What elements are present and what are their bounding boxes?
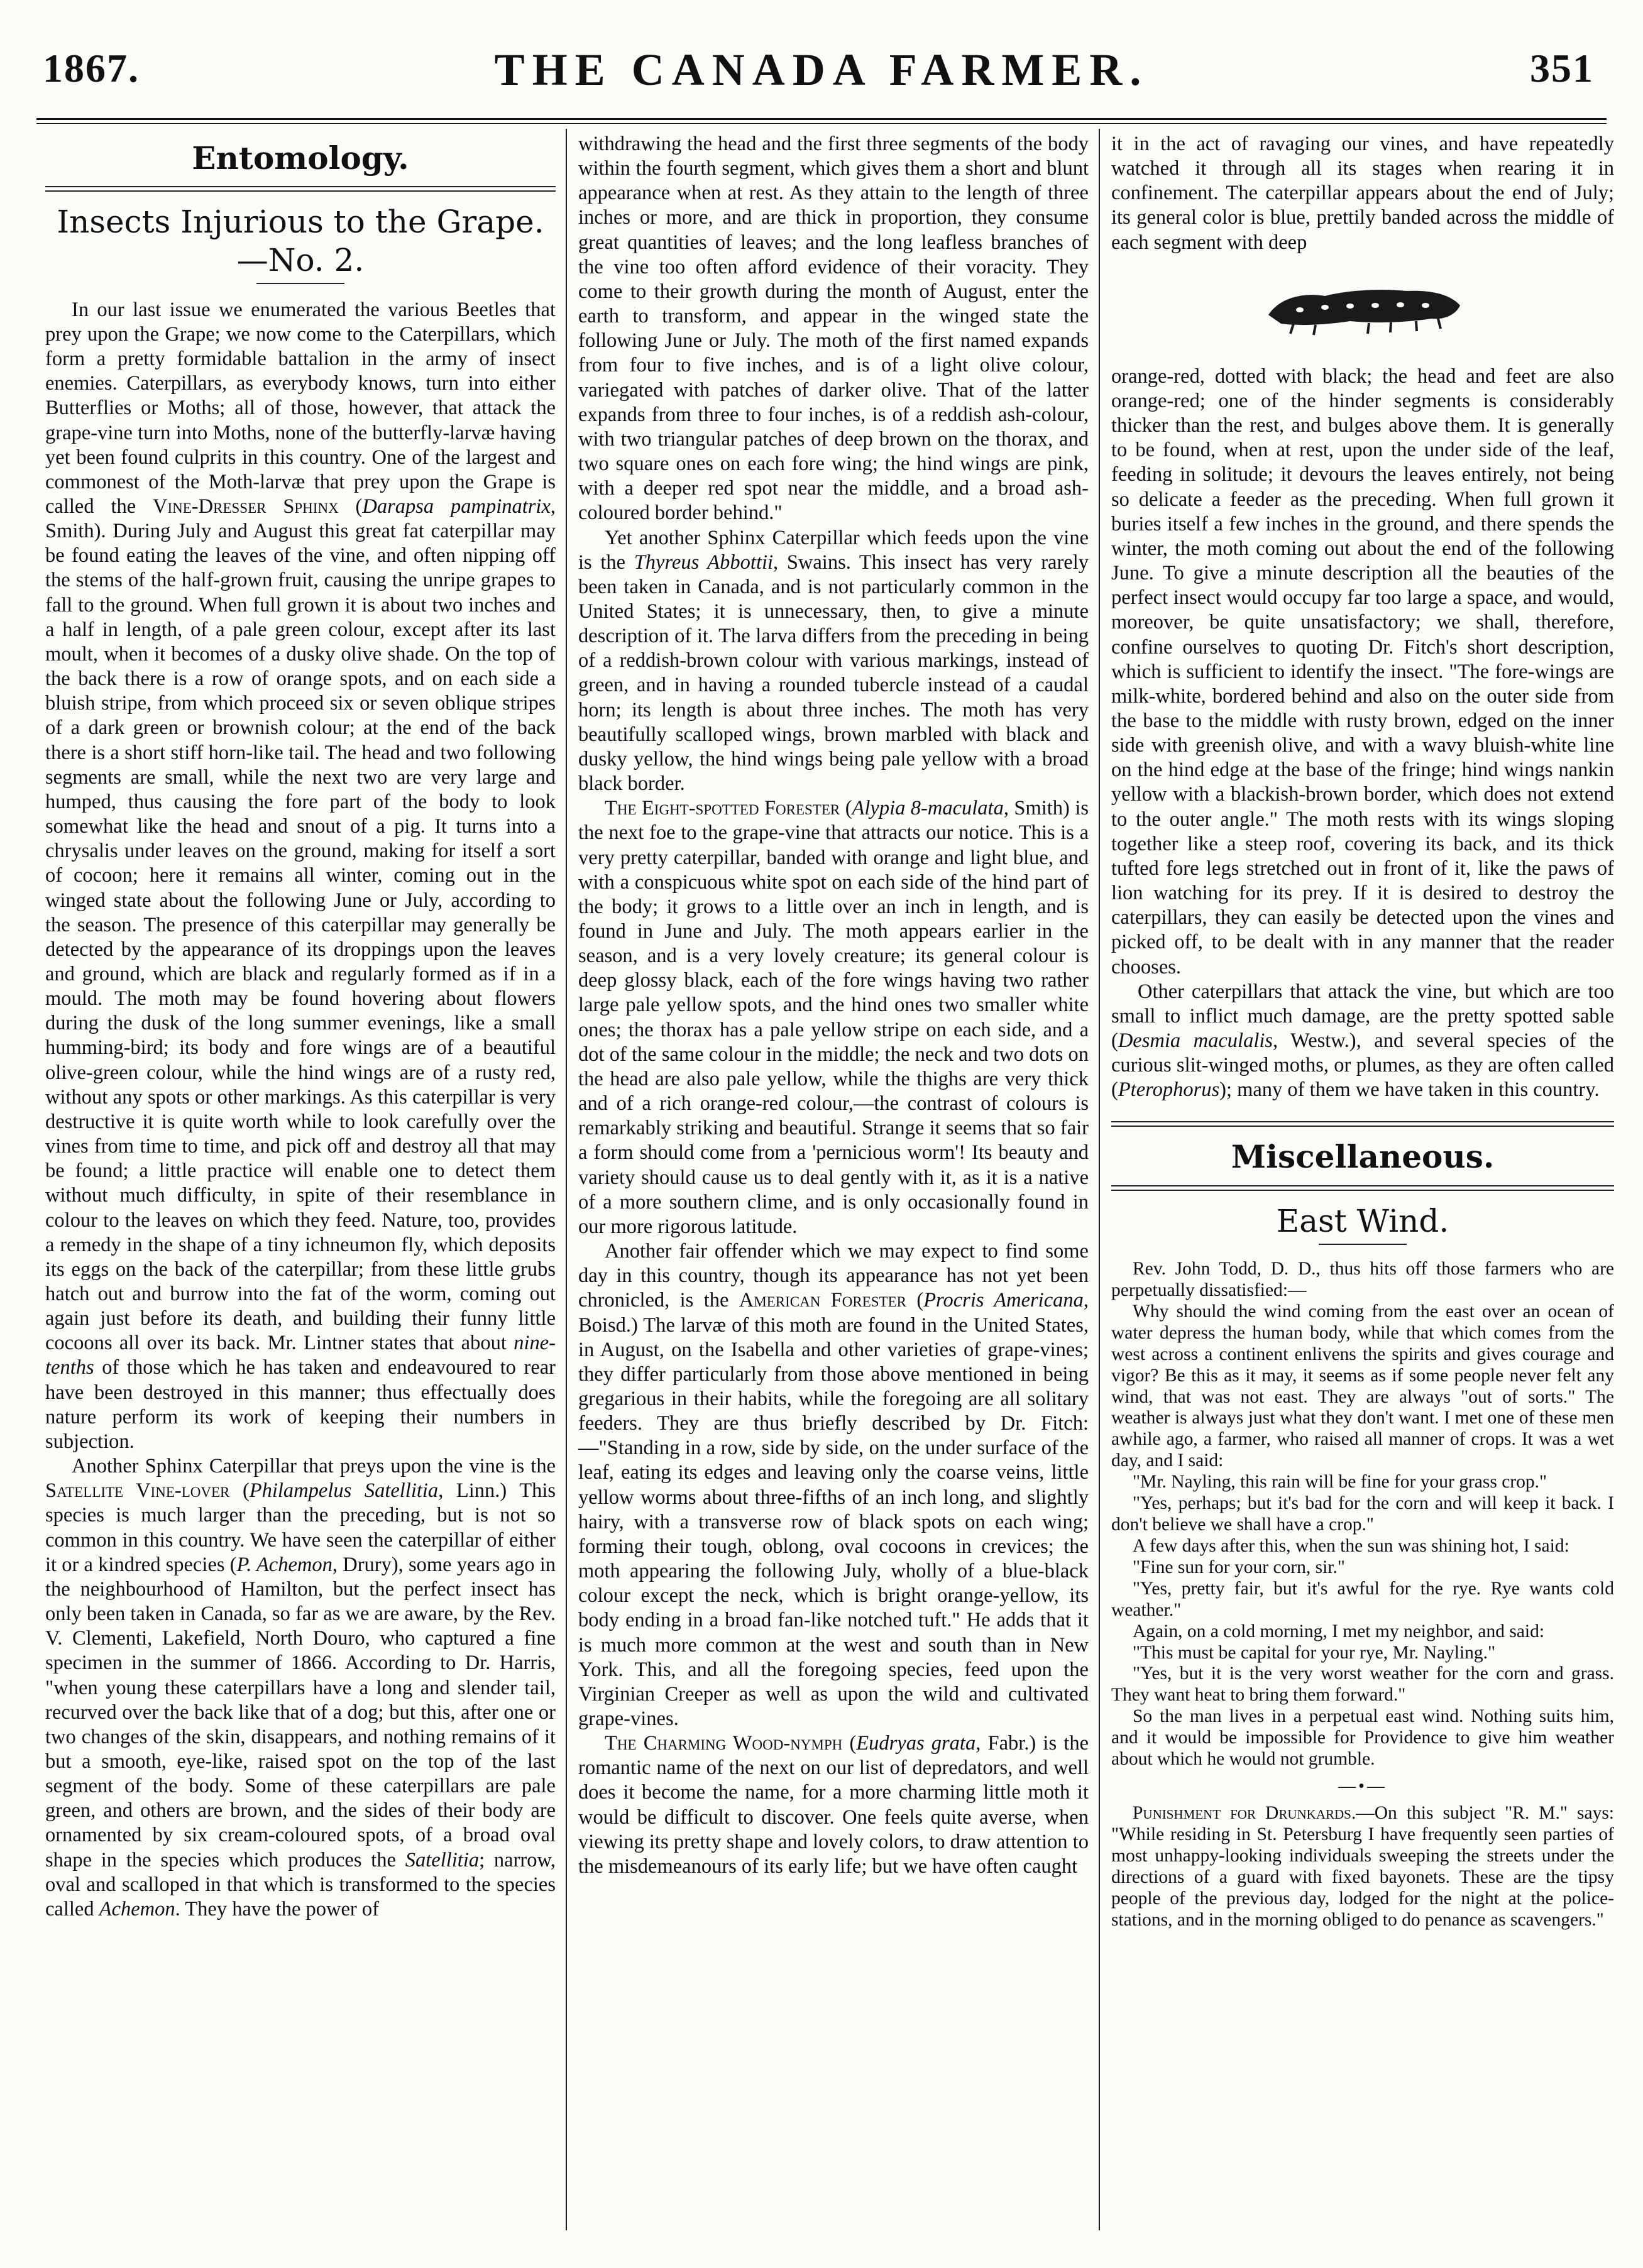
article-title-east-wind: East Wind. [1276,1202,1449,1239]
header-year: 1867. [43,46,140,90]
paragraph: "Yes, but it is the very worst weather for the corn and grass. They want heat to bring them forward." [1111,1663,1614,1706]
page-header [36,39,1607,114]
paragraph: Punishment for Drunkards.—On this subject "R. M." says: "While residing in St. Petersburg I have frequently seen parties of most unhappy-looking individuals sweeping the streets under the directions of a guard with fixed bayonets. These are the tipsy people of the previous day, lodged for the night at the police-stations, and in the morning obliged to do penance as scavengers." [1111,1803,1614,1930]
paragraph: So the man lives in a perpetual east wind. Nothing suits him, and it would be impossible for Providence to give him weather about which he would not grumble. [1111,1706,1614,1770]
ornament-divider: —•— [1338,1777,1387,1797]
paragraph: Another Sphinx Caterpillar that preys upon the vine is the Satellite Vine-lover (Philampelus Satellitia, Linn.) This species is much larger than the preceding, but is not so common in this country. We have seen the caterpillar of either it or a kindred species (P. Achemon, Drury), some years ago in the neighbourhood of Hamilton, but the perfect insect has only been taken in Canada, so far as we are aware, by the Rev. V. Clementi, Lakefield, North Douro, who captured a fine specimen in the summer of 1866. According to Dr. Harris, "when young these caterpillars have a long and slender tail, recurved over the back like that of a dog; but this, after one or two changes of the skin, disappears, and nothing remains of it but a smooth, eye-like, raised spot on the top of the last segment of the body. Some of these caterpillars are pale green, and others are brown, and the sides of their body are ornamented by six cream-coloured spots, of a broad oval shape in the species which produces the Satellitia; narrow, oval and scalloped in that which is transformed to the species called Achemon. They have the power of [45,1455,556,1920]
section-rule [1111,1121,1614,1127]
paragraph: "Mr. Nayling, this rain will be fine for your grass crop." [1133,1472,1547,1493]
column-divider-1 [566,129,567,2230]
header-rule [36,118,1607,120]
column-divider-2 [1099,129,1100,2230]
paragraph: Why should the wind coming from the east over an ocean of water depress the human body, while that which comes from the west across a continent enlivens the spirits and gives courage and vigor? Be this as it may, it seems as if some people never felt any wind, that was not east. They are always "out of sorts." The weather is always just what they don't want. I met one of these men awhile ago, a farmer, who raised all manner of crops. It was a wet day, and I said: [1111,1301,1614,1471]
paragraph: In our last issue we enumerated the various Beetles that prey upon the Grape; we now come to the Caterpillars, which form a pretty formidable battalion in the army of insect enemies. Caterpillars, as everybody knows, turn into either Butterflies or Moths; all of those, however, that attack the grape-vine turn into Moths, none of the butterfly-larvæ having yet been found culprits in this country. One of the largest and commonest of the Moth-larvæ that prey upon the Grape is called the Vine-Dresser Sphinx (Darapsa pampinatrix, Smith). During July and August this great fat caterpillar may be found eating the leaves of the vine, and often nipping off the stems of the half-grown fruit, causing the unripe grapes to fall to the ground. When full grown it is about two inches and a half in length, of a pale green colour, except after its last moult, when it becomes of a dusky olive shade. On the top of the back there is a row of orange spots, and on each side a bluish stripe, from which proceed six or seven oblique stripes of a dark green or brownish colour; at the end of the back there is a short stiff horn-like tail. The head and two following segments are small, while the next two are very large and humped, thus causing the fore part of the body to look somewhat like the head and snout of a pig. It turns into a chrysalis under leaves on the ground, making for itself a sort of cocoon; here it remains all winter, coming out in the winged state about the following June or July, according to the season. The presence of this caterpillar may generally be detected by the appearance of its droppings upon the leaves and ground, which are black and regularly formed as if in a mould. The moth may be found hovering about flowers during the dusk of the long summer evenings, like a small humming-bird; its body and fore wings are of a beautiful olive-green colour, while the hind wings are of a rusty red, without any spots or other markings. As this caterpillar is very destructive it is quite worth while to look carefully over the vines from time to time, and pick off and destroy all that may be found; a little practice will enable one to detect them without much difficulty, in spite of their resemblance in colour to the leaves on which they feed. Nature, too, provides a remedy in the shape of a tiny ichneumon fly, which deposits its eggs on the back of the caterpillar; from these little grubs hatch out and burrow into the fat of the worm, coming out again just before its death, and building their funny little cocoons all over its back. Mr. Lintner states that about nine-tenths of those which he has taken and endeavoured to rear have been destroyed in this manner; thus effectually does nature perform its work of keeping their numbers in subjection. [45,298,556,1453]
paragraph: Another fair offender which we may expect to find some day in this country, though its appearance has not yet been chronicled, is the American Forester (Procris Americana, Boisd.) The larvæ of this moth are found in the United States, in August, on the Isabella and other varieties of grape-vines; they differ particularly from those above mentioned in being gregarious in their habits, while the foregoing are all solitary feeders. They are thus briefly described by Dr. Fitch:—"Standing in a row, side by side, on the under surface of the leaf, eating its edges and leaving only the coarse veins, little yellow worms about three-fifths of an inch long, and slightly hairy, with a transverse row of black spots on each wing; forming their tough, oblong, oval cocoons in crevices; the moth appearing the following July, wholly of a blue-black colour except the neck, which is bright orange-yellow, its body ending in a broad fan-like notched tuft." He adds that it is much more common at the west and south than in New York. This, and all the foregoing species, feed upon the Virginian Creeper as well as upon the wild and cultivated grape-vines. [578,1240,1089,1730]
page-number: 351 [1530,46,1594,90]
paragraph: Yet another Sphinx Caterpillar which feeds upon the vine is the Thyreus Abbottii, Swains. This insect has very rarely been taken in Canada, and is not particularly common in the United States; it is unnecessary, then, to give a minute description of it. The larva differs from the preceding in being of a reddish-brown colour with various markings, instead of green, and in having a rounded tubercle instead of a caudal horn; its length is about three inches. The moth has very beautifully scalloped wings, brown marbled with black and dusky yellow, the hind wings being pale yellow with a broad black border. [578,526,1089,796]
section-rule [1111,1185,1614,1191]
paragraph: withdrawing the head and the first three segments of the body within the fourth segment, which gives them a short and blunt appearance when at rest. As they attain to the length of three inches or more, and are thick in proportion, they consume great quantities of leaves; and the long leafless branches of the vine too often afford evidence of their voracity. They come to their growth during the month of August, enter the earth to transform, and appear in the winged state the following June or July. The moth of the first named expands from four to five inches, and is of a light olive colour, variegated with patches of darker olive. That of the latter expands from three to four inches, is of a reddish ash-colour, with two triangular patches of deep brown on the thorax, and two square ones on each fore wing; the hind wings are pink, with a deeper red spot near the middle, and a broad ash-coloured border behind." [578,133,1089,525]
article-title-grape-insects: Insects Injurious to the Grape.—No. 2. [57,204,544,278]
section-heading-miscellaneous: Miscellaneous. [1231,1138,1495,1176]
column-2 [578,132,1089,1879]
section-rule [45,186,556,192]
header-rule-thin [36,123,1607,124]
paragraph: A few days after this, when the sun was shining hot, I said: [1133,1535,1569,1556]
masthead-title: THE CANADA FARMER. [494,45,1149,95]
title-rule [256,283,344,284]
section-heading-entomology: Entomology. [192,140,409,177]
column-1 [45,132,556,1922]
caterpillar-illustration [1111,261,1614,356]
paragraph: orange-red, dotted with black; the head and feet are also orange-red; one of the hinder segments is considerably thicker than the rest, and bulges above them. It is generally to be found, when at rest, upon the under side of the leaf, feeding in solitude; it devours the leaves entirely, not being so delicate a feeder as the preceding. When full grown it buries itself a few inches in the ground, and there spends the winter, the moth coming out about the end of the following June. To give a minute description all the beauties of the perfect insect would occupy far too large a space, and would, moreover, be quite unsatisfactory; we shall, therefore, confine ourselves to quoting Dr. Fitch's short description, which is sufficient to identify the insect. "The fore-wings are milk-white, bordered behind and also on the outer side from the base to the middle with rusty brown, edged on the inner side with greenish olive, and with a wavy bluish-white line on the hind edge at the base of the fringe; hind wings nankin yellow with a blackish-brown border, which does not extend to the outer angle." The moth rests with its wings sloping together like a steep roof, covering its back, and its thick tufted fore legs stretched out in front of it, like the paws of lion watching for its prey. If it is desired to destroy the caterpillars, they can easily be detected upon the vines and picked off, to be dealt with in any manner that the reader chooses. [1111,364,1614,978]
column-3 [1111,132,1614,1931]
title-rule [1319,1244,1407,1245]
paragraph: Again, on a cold morning, I met my neighbor, and said: [1133,1621,1545,1641]
paragraph: The Eight-spotted Forester (Alypia 8-maculata, Smith) is the next foe to the grape-vine that attracts our notice. This is a very pretty caterpillar, banded with orange and light blue, and with a conspicuous white spot on each side of the hind part of the body; it grows to a little over an inch in length, and is found in June and July. The moth appears earlier in the season, and is a very lovely creature; its general colour is deep glossy black, each of the fore wings having two rather large pale yellow spots, and the hind ones two smaller white ones; the thorax has a pale yellow stripe on each side, and a dot of the same colour in the middle; the neck and two dots on the head are also pale yellow, while the thighs are very thick and of a rich orange-red colour,—the contrast of colours is remarkably striking and beautiful. Strange it seems that so fair a form should come from a 'pernicious worm'! Its beauty and variety should cause us to deal gently with it, as it is a native of a more southern clime, and is only occasionally found in our more rigorous latitude. [578,797,1089,1238]
paragraph: Rev. John Todd, D. D., thus hits off those farmers who are perpetually dissatisfied:— [1111,1258,1614,1300]
paragraph: "Yes, perhaps; but it's bad for the corn and will keep it back. I don't believe we shall have a crop." [1111,1493,1614,1535]
paragraph: "Fine sun for your corn, sir." [1133,1557,1345,1577]
paragraph: "This must be capital for your rye, Mr. Nayling." [1133,1642,1496,1663]
paragraph: it in the act of ravaging our vines, and have repeatedly watched it through all its stages when rearing it in confinement. The caterpillar appears about the end of July; its general color is blue, prettily banded across the middle of each segment with deep [1111,133,1614,254]
caterpillar-icon [1256,271,1470,346]
paragraph: Other caterpillars that attack the vine, but which are too small to inflict much damage, are the pretty spotted sable (Desmia maculalis, Westw.), and several species of the curious slit-winged moths, or plumes, as they are often called (Pterophorus); many of them we have taken in this country. [1111,980,1614,1102]
paragraph: The Charming Wood-nymph (Eudryas grata, Fabr.) is the romantic name of the next on our list of depredators, and well does it become the name, for a more charming little moth it would be difficult to discover. One feels quite averse, when viewing its pretty shape and lovely colors, to draw attention to the misdemeanours of its early life; but we have often caught [578,1732,1089,1878]
east-wind-article [1111,1259,1614,1931]
paragraph: "Yes, pretty fair, but it's awful for the rye. Rye wants cold weather." [1111,1578,1614,1620]
